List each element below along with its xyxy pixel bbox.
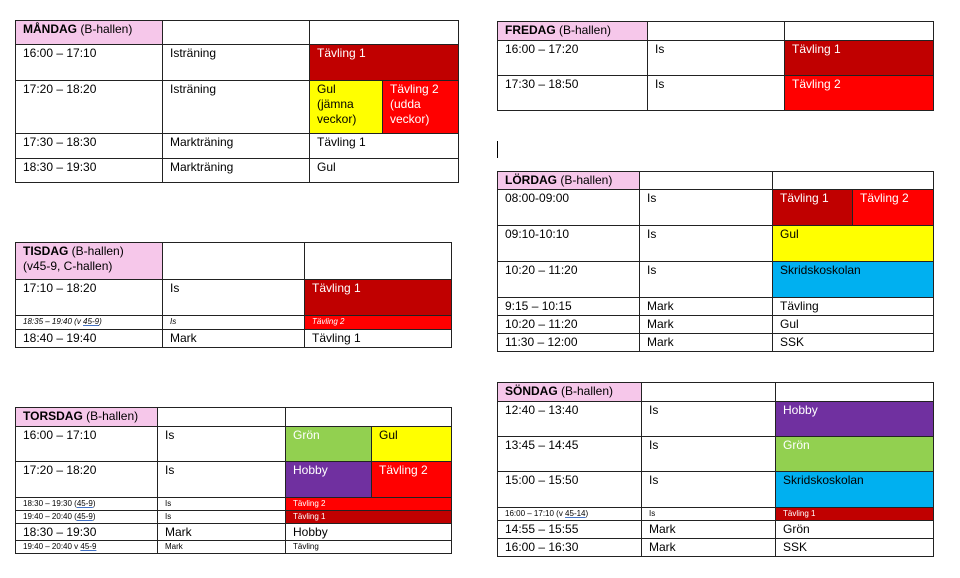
- activity-cell: Isträning: [163, 81, 310, 134]
- table-header-row: [16, 21, 459, 45]
- table-row: [498, 316, 934, 334]
- table-header-row: [498, 172, 934, 190]
- activity-cell: Is: [163, 280, 305, 316]
- table-header-row: [16, 243, 452, 280]
- activity-cell: Mark: [163, 330, 305, 348]
- group-cell: Hobby: [286, 524, 452, 541]
- table-row: [498, 226, 934, 262]
- table-row: [498, 262, 934, 298]
- saturday-table: [497, 171, 934, 352]
- time-cell: 17:30 – 18:50: [498, 76, 648, 111]
- table-row: [16, 81, 459, 134]
- activity-cell: Mark: [642, 521, 776, 539]
- table-header-row: [498, 22, 934, 41]
- time-cell: 18:30 – 19:30 (45-9): [16, 498, 158, 511]
- friday-table: [497, 21, 934, 111]
- time-cell: 10:20 – 11:20: [498, 316, 640, 334]
- time-cell: 9:15 – 10:15: [498, 298, 640, 316]
- time-cell: 10:20 – 11:20: [498, 262, 640, 298]
- activity-cell: Is: [642, 402, 776, 437]
- group-cell: Grön: [286, 427, 372, 462]
- time-cell: 19:40 – 20:40 v 45-9: [16, 541, 158, 554]
- activity-cell: Is: [640, 262, 773, 298]
- activity-cell: Is: [158, 427, 286, 462]
- time-cell: 18:30 – 19:30: [16, 159, 163, 183]
- day-header: FREDAG (B-hallen): [498, 22, 648, 41]
- activity-cell: Is: [640, 226, 773, 262]
- time-cell: 17:10 – 18:20: [16, 280, 163, 316]
- group-cell: Gul: [310, 159, 459, 183]
- table-row: [498, 298, 934, 316]
- group-cell: Gul: [773, 226, 934, 262]
- table-header-row: [16, 408, 452, 427]
- table-row: [498, 472, 934, 508]
- table-header-row: [498, 383, 934, 402]
- activity-cell: Mark: [158, 541, 286, 554]
- group-cell: Hobby: [286, 462, 372, 498]
- time-cell: 18:40 – 19:40: [16, 330, 163, 348]
- time-cell: 16:00 – 17:10: [16, 45, 163, 81]
- table-row: [16, 524, 452, 541]
- activity-cell: Mark: [642, 539, 776, 557]
- table-row: [16, 159, 459, 183]
- table-row: [498, 334, 934, 352]
- group-cell: Hobby: [776, 402, 934, 437]
- group-cell: Tävling 1: [773, 190, 853, 226]
- group-cell: Tävling 2: [305, 316, 452, 330]
- group-cell: Grön: [776, 521, 934, 539]
- table-row: [498, 508, 934, 521]
- time-cell: 13:45 – 14:45: [498, 437, 642, 472]
- time-cell: 16:00 – 17:10: [16, 427, 158, 462]
- activity-cell: Is: [642, 437, 776, 472]
- time-cell: 17:30 – 18:30: [16, 134, 163, 159]
- thursday-table: [15, 407, 452, 554]
- tuesday-table: [15, 242, 452, 348]
- table-row: [16, 511, 452, 524]
- group-cell: SSK: [773, 334, 934, 352]
- table-row: [16, 134, 459, 159]
- time-cell: 14:55 – 15:55: [498, 521, 642, 539]
- table-row: [16, 280, 452, 316]
- activity-cell: Is: [648, 41, 785, 76]
- day-header: TISDAG (B-hallen) (v45-9, C-hallen): [16, 243, 163, 280]
- group-cell: Tävling: [773, 298, 934, 316]
- group-cell: Tävling 2: [372, 462, 452, 498]
- table-row: [16, 330, 452, 348]
- activity-cell: Markträning: [163, 159, 310, 183]
- time-cell: 09:10-10:10: [498, 226, 640, 262]
- table-row: [498, 402, 934, 437]
- group-cell: Tävling 2: [853, 190, 934, 226]
- activity-cell: Is: [158, 498, 286, 511]
- group-cell: SSK: [776, 539, 934, 557]
- table-row: [498, 190, 934, 226]
- time-cell: 17:20 – 18:20: [16, 81, 163, 134]
- group-cell: Tävling: [286, 541, 452, 554]
- table-row: [16, 45, 459, 81]
- time-cell: 12:40 – 13:40: [498, 402, 642, 437]
- table-row: [16, 316, 452, 330]
- group-cell: Tävling 1: [305, 330, 452, 348]
- day-header: SÖNDAG (B-hallen): [498, 383, 642, 402]
- group-cell: Tävling 2: [785, 76, 934, 111]
- activity-cell: Mark: [640, 334, 773, 352]
- group-cell: Tävling 1: [776, 508, 934, 521]
- time-cell: 16:00 – 16:30: [498, 539, 642, 557]
- time-cell: 19:40 – 20:40 (45-9): [16, 511, 158, 524]
- time-cell: 17:20 – 18:20: [16, 462, 158, 498]
- table-row: [16, 462, 452, 498]
- activity-cell: Is: [642, 472, 776, 508]
- group-cell: Tävling 2 (udda veckor): [383, 81, 459, 134]
- day-header: LÖRDAG (B-hallen): [498, 172, 640, 190]
- table-row: [498, 76, 934, 111]
- group-cell: Gul (jämna veckor): [310, 81, 383, 134]
- activity-cell: Isträning: [163, 45, 310, 81]
- time-cell: 16:00 – 17:20: [498, 41, 648, 76]
- text-cursor: [497, 141, 498, 158]
- group-cell: Tävling 1: [286, 511, 452, 524]
- activity-cell: Is: [158, 511, 286, 524]
- group-cell: Gul: [372, 427, 452, 462]
- group-cell: Skridskoskolan: [776, 472, 934, 508]
- monday-table: [15, 20, 459, 183]
- activity-cell: Markträning: [163, 134, 310, 159]
- activity-cell: Is: [158, 462, 286, 498]
- time-cell: 18:30 – 19:30: [16, 524, 158, 541]
- group-cell: Gul: [773, 316, 934, 334]
- table-row: [16, 498, 452, 511]
- sunday-table: [497, 382, 934, 557]
- group-cell: Skridskoskolan: [773, 262, 934, 298]
- group-cell: Tävling 2: [286, 498, 452, 511]
- activity-cell: Is: [648, 76, 785, 111]
- activity-cell: Is: [640, 190, 773, 226]
- table-row: [498, 521, 934, 539]
- activity-cell: Mark: [158, 524, 286, 541]
- time-cell: 16:00 – 17:10 (v 45-14): [498, 508, 642, 521]
- time-cell: 18:35 – 19:40 (v 45-9): [16, 316, 163, 330]
- activity-cell: Mark: [640, 316, 773, 334]
- activity-cell: Mark: [640, 298, 773, 316]
- table-row: [498, 539, 934, 557]
- group-cell: Tävling 1: [310, 45, 459, 81]
- group-cell: Grön: [776, 437, 934, 472]
- time-cell: 08:00-09:00: [498, 190, 640, 226]
- group-cell: Tävling 1: [785, 41, 934, 76]
- time-cell: 11:30 – 12:00: [498, 334, 640, 352]
- group-cell: Tävling 1: [305, 280, 452, 316]
- group-cell: Tävling 1: [310, 134, 459, 159]
- day-header: TORSDAG (B-hallen): [16, 408, 158, 427]
- activity-cell: Is: [163, 316, 305, 330]
- activity-cell: Is: [642, 508, 776, 521]
- time-cell: 15:00 – 15:50: [498, 472, 642, 508]
- table-row: [16, 427, 452, 462]
- table-row: [498, 41, 934, 76]
- table-row: [16, 541, 452, 554]
- table-row: [498, 437, 934, 472]
- day-header: MÅNDAG (B-hallen): [16, 21, 163, 45]
